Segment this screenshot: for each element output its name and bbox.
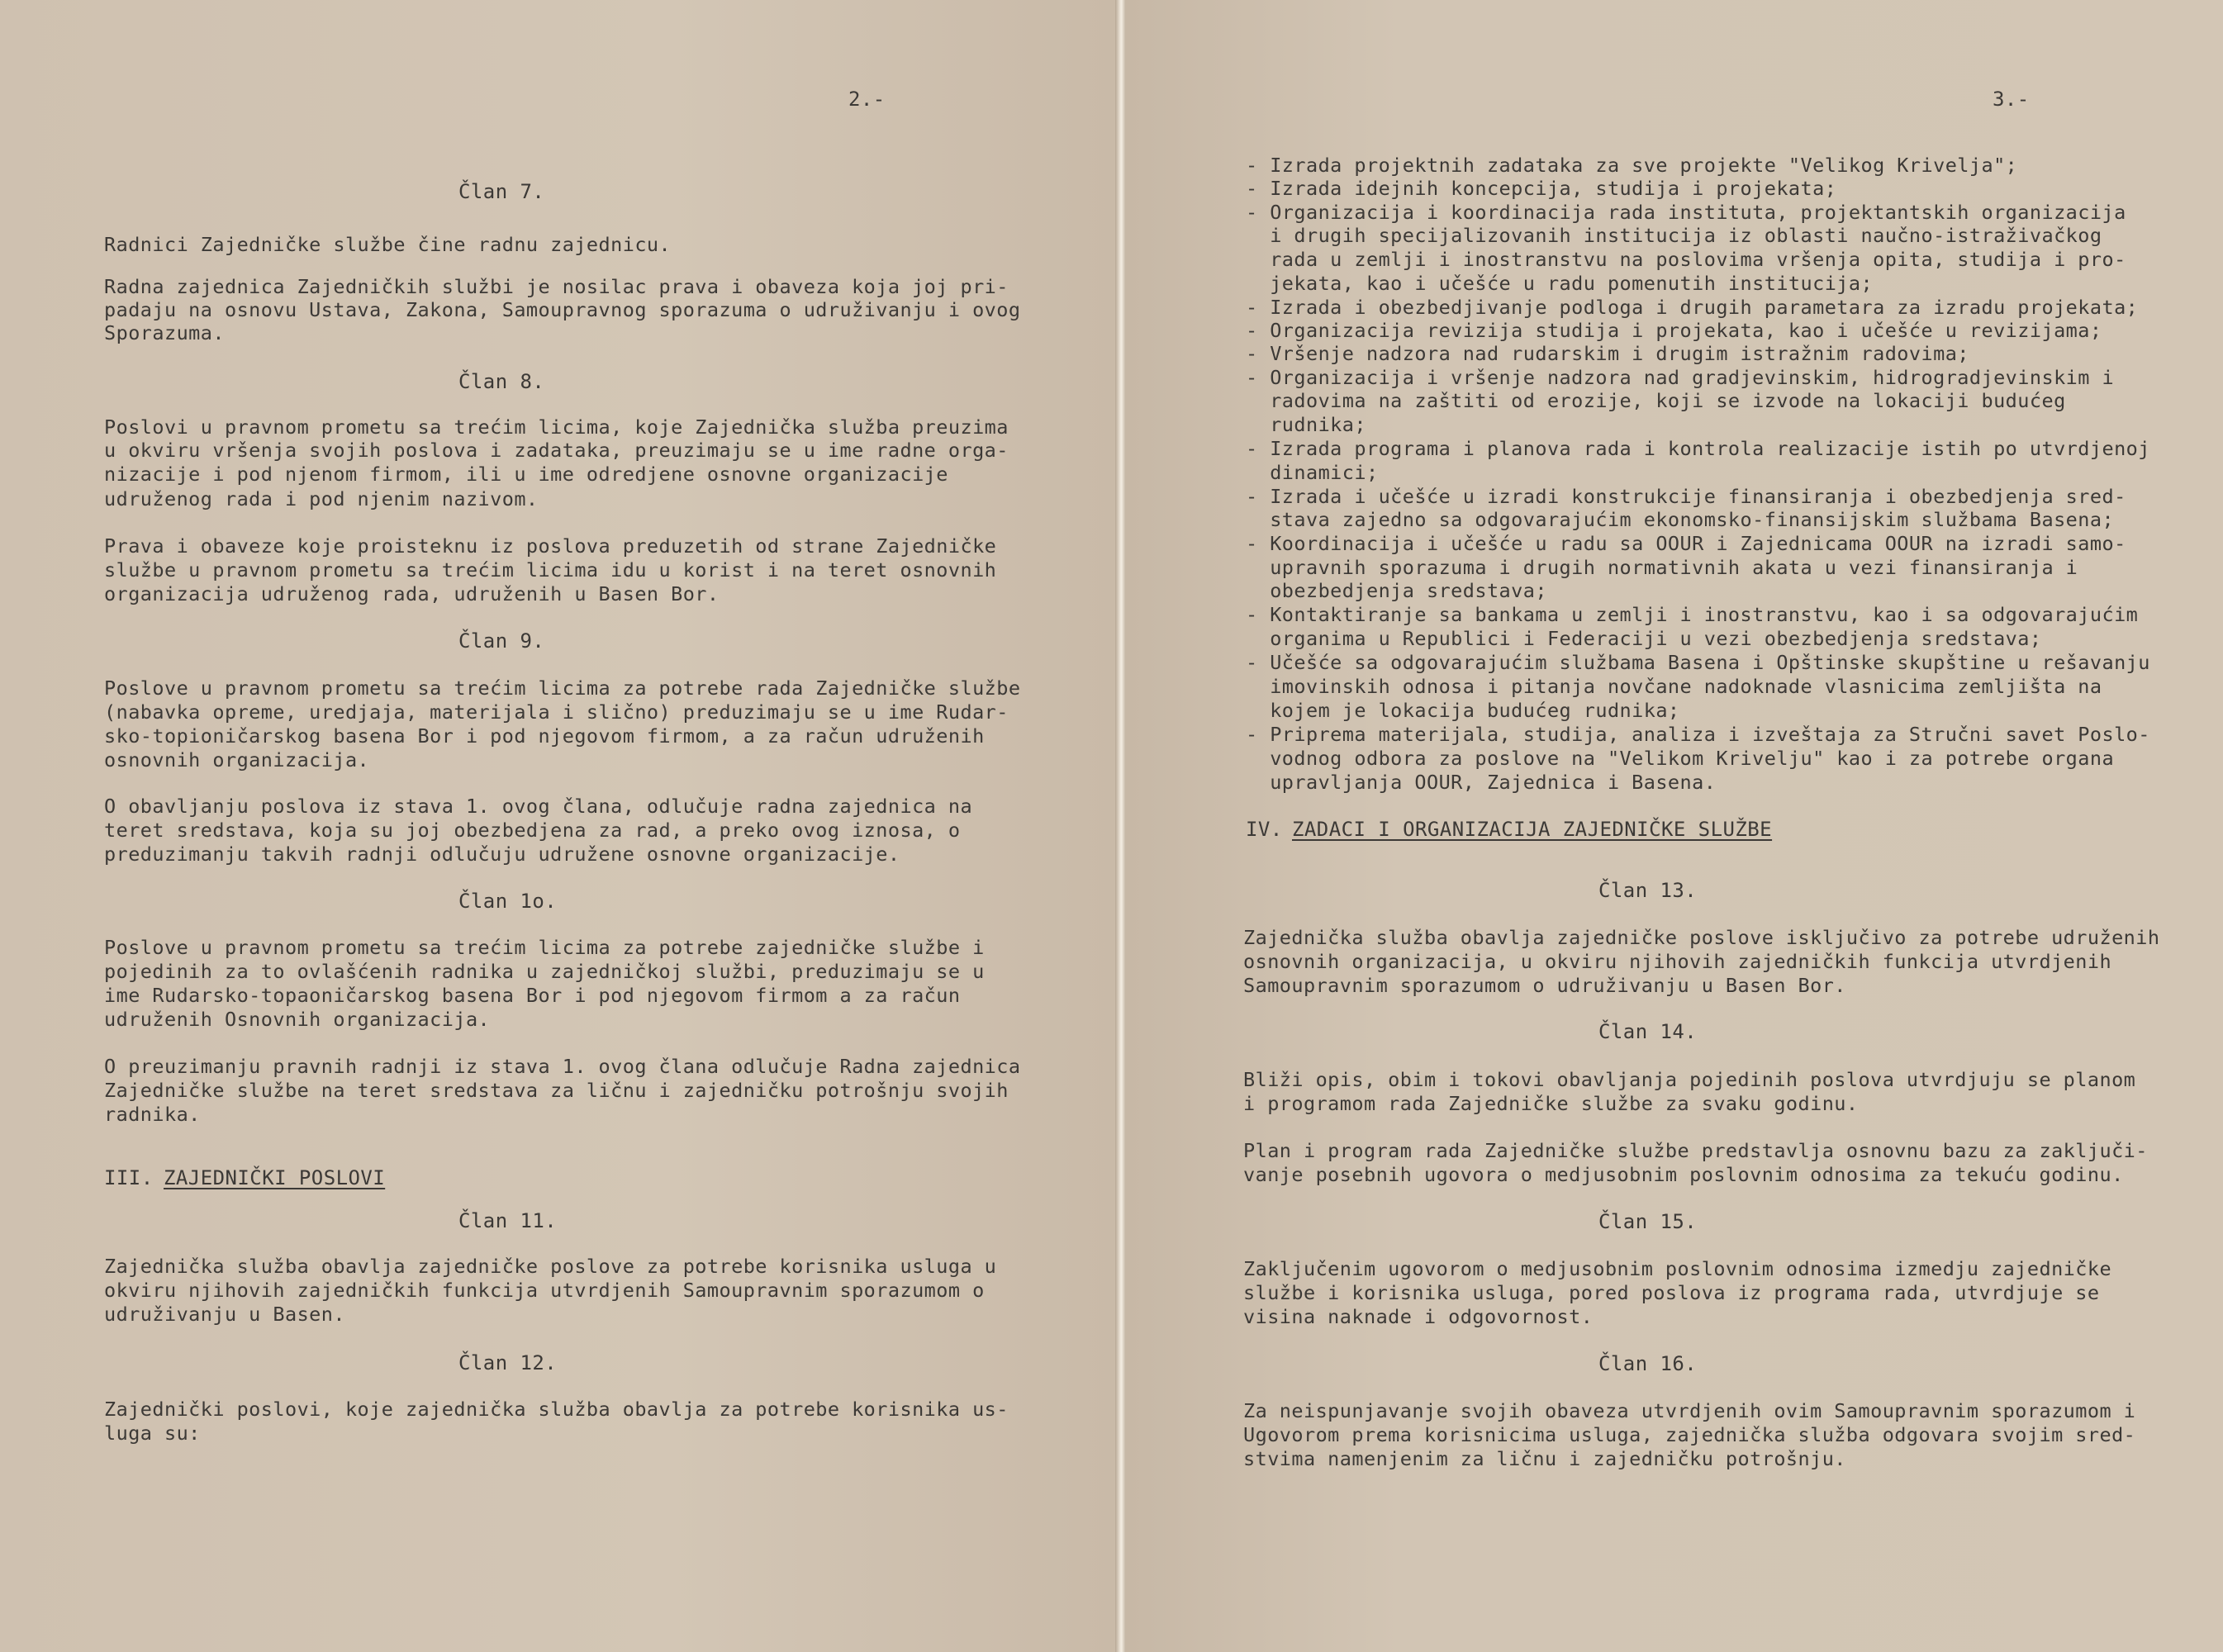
paragraph-line: radnika. <box>104 1103 201 1126</box>
paragraph-line: udruživanju u Basen. <box>104 1303 345 1326</box>
article-heading: Član 8. <box>458 370 545 393</box>
paragraph-line: službe i korisnika usluga, pored poslova iz programa rada, utvrdjuje se <box>1243 1281 2100 1304</box>
list-item: - Izrada i obezbedjivanje podloga i drugih parametara za izradu projekata; <box>1246 296 2139 319</box>
paragraph-line: okviru njihovih zajedničkih funkcija utvrdjenih Samoupravnim sporazumom o <box>104 1279 985 1302</box>
list-item: stava zajedno sa odgovarajućim ekonomsko-finansijskim službama Basena; <box>1246 508 2115 531</box>
paragraph-line: u okviru vršenja svojih poslova i zadataka, preuzimaju se u ime radne orga- <box>104 439 1009 462</box>
list-item: - Priprema materijala, studija, analiza i izveštaja za Stručni savet Poslo- <box>1246 723 2150 746</box>
paragraph-line: Poslovi u pravnom prometu sa trećim licima, koje Zajednička služba preuzima <box>104 415 1009 439</box>
article-heading: Član 13. <box>1598 879 1698 902</box>
list-item: - Organizacija revizija studija i projekata, kao i učešće u revizijama; <box>1246 319 2102 342</box>
section-number: III. <box>104 1166 154 1189</box>
paragraph-line: udruženih Osnovnih organizacija. <box>104 1008 491 1031</box>
list-item: - Izrada idejnih koncepcija, studija i projekata; <box>1246 177 1837 200</box>
list-item: kojem je lokacija budućeg rudnika; <box>1246 699 1680 722</box>
section-number: IV. <box>1246 818 1283 841</box>
paragraph-line: i programom rada Zajedničke službe za svaku godinu. <box>1243 1092 1859 1115</box>
paragraph-line: Samoupravnim sporazumom o udruživanju u Basen Bor. <box>1243 974 1846 997</box>
paragraph-line: Ugovorom prema korisnicima usluga, zajednička služba odgovara svojim sred- <box>1243 1423 2136 1446</box>
list-item: - Izrada programa i planova rada i kontrola realizacije istih po utvrdjenoj <box>1246 437 2150 460</box>
paragraph-line: službe u pravnom prometu sa trećim licima idu u korist i na teret osnovnih <box>104 558 997 582</box>
paragraph-line: (nabavka opreme, uredjaja, materijala i slično) preduzimaju se u ime Rudar- <box>104 700 1009 724</box>
list-item: rada u zemlji i inostranstvu na poslovima vršenja opita, studija i pro- <box>1246 248 2126 271</box>
list-item: jekata, kao i učešće u radu pomenutih institucija; <box>1246 272 1874 295</box>
paragraph-line: pojedinih za to ovlašćenih radnika u zajedničkoj službi, preduzimaju se u <box>104 960 985 983</box>
paragraph-line: Radna zajednica Zajedničkih službi je nosilac prava i obaveza koja joj pri- <box>104 275 1009 298</box>
article-heading: Član 16. <box>1598 1352 1698 1375</box>
paragraph-line: padaju na osnovu Ustava, Zakona, Samoupravnog sporazuma o udruživanju i ovog <box>104 298 1021 321</box>
article-heading: Član 14. <box>1598 1020 1698 1043</box>
paragraph-line: Prava i obaveze koje proisteknu iz poslova preduzetih od strane Zajedničke <box>104 534 997 558</box>
list-item: - Učešće sa odgovarajućim službama Basena i Opštinske skupštine u rešavanju <box>1246 651 2150 674</box>
page-number: 2.- <box>848 88 886 111</box>
list-item: - Organizacija i vršenje nadzora nad gradjevinskim, hidrogradjevinskim i <box>1246 366 2115 389</box>
paragraph-line: Za neispunjavanje svojih obaveza utvrdjenih ovim Samoupravnim sporazumom i <box>1243 1399 2136 1422</box>
list-item: imovinskih odnosa i pitanja novčane nadoknade vlasnicima zemljišta na <box>1246 675 2102 698</box>
paragraph-line: Zajednička služba obavlja zajedničke poslove za potrebe korisnika usluga u <box>104 1255 997 1278</box>
paragraph-line: preduzimanju takvih radnji odlučuju udružene osnovne organizacije. <box>104 843 900 866</box>
paragraph-line: osnovnih organizacija. <box>104 748 370 771</box>
paragraph-line: Bliži opis, obim i tokovi obavljanja pojedinih poslova utvrdjuju se planom <box>1243 1068 2136 1091</box>
paragraph-line: Plan i program rada Zajedničke službe predstavlja osnovnu bazu za zaključi- <box>1243 1139 2148 1162</box>
paragraph-line: vanje posebnih ugovora o medjusobnim poslovnim odnosima za tekuću godinu. <box>1243 1163 2124 1186</box>
list-item: radovima na zaštiti od erozije, koji se izvode na lokaciji budućeg <box>1246 389 2066 412</box>
paragraph-line: Poslove u pravnom prometu sa trećim licima za potrebe zajedničke službe i <box>104 936 985 959</box>
list-item: dinamici; <box>1246 461 1379 484</box>
list-item: rudnika; <box>1246 413 1366 436</box>
list-item: organima u Republici i Federaciji u vezi obezbedjenja sredstava; <box>1246 627 2042 650</box>
paragraph-line: organizacija udruženog rada, udruženih u Basen Bor. <box>104 582 720 605</box>
right-page <box>1125 0 2223 1652</box>
paragraph-line: Zajednička služba obavlja zajedničke poslove isključivo za potrebe udruženih <box>1243 926 2160 949</box>
paragraph-line: Sporazuma. <box>104 321 225 344</box>
paragraph-line: nizacije i pod njenom firmom, ili u ime odredjene osnovne organizacije <box>104 463 948 486</box>
paragraph-line: ime Rudarsko-topaoničarskog basena Bor i pod njegovom firmom a za račun <box>104 984 961 1007</box>
list-item: vodnog odbora za poslove na "Velikom Krivelju" kao i za potrebe organa <box>1246 747 2115 770</box>
article-heading: Član 11. <box>458 1209 558 1232</box>
list-item: - Vršenje nadzora nad rudarskim i drugim istražnim radovima; <box>1246 342 1969 365</box>
paragraph-line: teret sredstava, koja su joj obezbedjena za rad, a preko ovog iznosa, o <box>104 819 961 842</box>
paragraph-line: visina naknade i odgovornost. <box>1243 1305 1594 1328</box>
list-item: upravnih sporazuma i drugih normativnih akata u vezi finansiranja i <box>1246 556 2078 579</box>
article-heading: Član 12. <box>458 1351 558 1374</box>
list-item: obezbedjenja sredstava; <box>1246 579 1547 602</box>
list-item: - Organizacija i koordinacija rada instituta, projektantskih organizacija <box>1246 201 2126 224</box>
section-title: ZADACI I ORGANIZACIJA ZAJEDNIČKE SLUŽBE <box>1292 818 1773 841</box>
paragraph-line: O preuzimanju pravnih radnji iz stava 1. ovog člana odlučuje Radna zajednica <box>104 1055 1021 1078</box>
section-title: ZAJEDNIČKI POSLOVI <box>164 1166 386 1189</box>
paragraph-line: Zajedničke službe na teret sredstava za ličnu i zajedničku potrošnju svojih <box>104 1079 1009 1102</box>
list-item: i drugih specijalizovanih institucija iz oblasti naučno-istraživačkog <box>1246 224 2102 247</box>
paragraph-line: Radnici Zajedničke službe čine radnu zajednicu. <box>104 233 672 256</box>
page-number: 3.- <box>1993 88 2030 111</box>
paragraph-line: stvima namenjenim za ličnu i zajedničku potrošnju. <box>1243 1447 1846 1470</box>
list-item: - Koordinacija i učešće u radu sa OOUR i Zajednicama OOUR na izradi samo- <box>1246 532 2126 555</box>
paragraph-line: udruženog rada i pod njenim nazivom. <box>104 487 539 510</box>
paragraph-line: luga su: <box>104 1422 201 1445</box>
list-item: - Izrada projektnih zadataka za sve projekte "Velikog Krivelja"; <box>1246 154 2018 177</box>
list-item: - Kontaktiranje sa bankama u zemlji i inostranstvu, kao i sa odgovarajućim <box>1246 603 2139 626</box>
article-heading: Član 1o. <box>458 890 558 913</box>
paragraph-line: O obavljanju poslova iz stava 1. ovog člana, odlučuje radna zajednica na <box>104 795 973 818</box>
article-heading: Član 9. <box>458 629 545 653</box>
paragraph-line: sko-topioničarskog basena Bor i pod njegovom firmom, a za račun udruženih <box>104 724 985 748</box>
paragraph-line: Zajednički poslovi, koje zajednička služba obavlja za potrebe korisnika us- <box>104 1398 1009 1421</box>
list-item: - Izrada i učešće u izradi konstrukcije finansiranja i obezbedjenja sred- <box>1246 485 2126 508</box>
paragraph-line: Poslove u pravnom prometu sa trećim licima za potrebe rada Zajedničke službe <box>104 676 1021 700</box>
list-item: upravljanja OOUR, Zajednica i Basena. <box>1246 771 1717 794</box>
article-heading: Član 7. <box>458 180 545 203</box>
paragraph-line: osnovnih organizacija, u okviru njihovih zajedničkih funkcija utvrdjenih <box>1243 950 2112 973</box>
article-heading: Član 15. <box>1598 1210 1698 1233</box>
paragraph-line: Zaključenim ugovorom o medjusobnim poslovnim odnosima izmedju zajedničke <box>1243 1257 2112 1280</box>
